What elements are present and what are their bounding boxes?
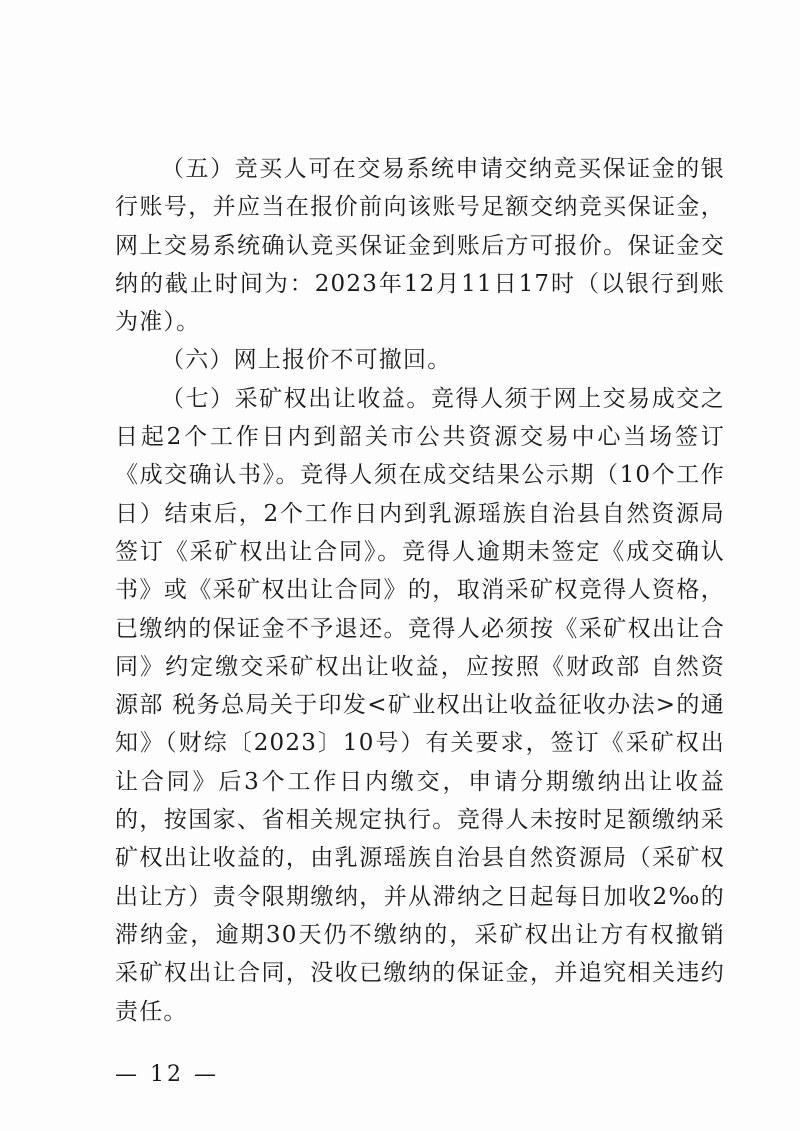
paragraph-mining-revenue: （七）采矿权出让收益。竞得人须于网上交易成交之日起2个工作日内到韶关市公共资源交易中心当场签订《成交确认书》。竞得人须在成交结果公示期（10个工作日）结束后，2个工作日内到乳源瑶族自治县自然资源局签订《采矿权出让合同》。竞得人逾期未签定《成交确认书》或《采矿权出让合同》的，取消采矿权竞得人资格，已缴纳的保证金不予退还。竞得人必须按《采矿权出让合同》约定缴交采矿权出让收益，应按照《财政部 自然资源部 税务总局关于印发<矿业权出让收益征收办法>的通知》（财综〔2023〕10号）有关要求，签订《采矿权出让合同》后3个工作日内缴交，申请分期缴纳出让收益的，按国家、省相关规定执行。竞得人未按时足额缴纳采矿权出让收益的，由乳源瑶族自治县自然资源局（采矿权出让方）责令限期缴纳，并从滞纳之日起每日加收2‰的滞纳金，逾期30天仍不缴纳的，采矿权出让方有权撤销采矿权出让合同，没收已缴纳的保证金，并追究相关违约责任。	[115, 385, 725, 1025]
paragraph-bid-irrevocable: （六）网上报价不可撤回。	[161, 347, 452, 374]
document-body	[115, 150, 725, 1031]
paragraph-deposit: （五）竞买人可在交易系统申请交纳竞买保证金的银行账号，并应当在报价前向该账号足额交纳竞买保证金，网上交易系统确认竞买保证金到账后方可报价。保证金交纳的截止时间为：2023年12月11日17时（以银行到账为准）。	[115, 156, 725, 336]
page-number: — 12 —	[115, 1062, 219, 1087]
